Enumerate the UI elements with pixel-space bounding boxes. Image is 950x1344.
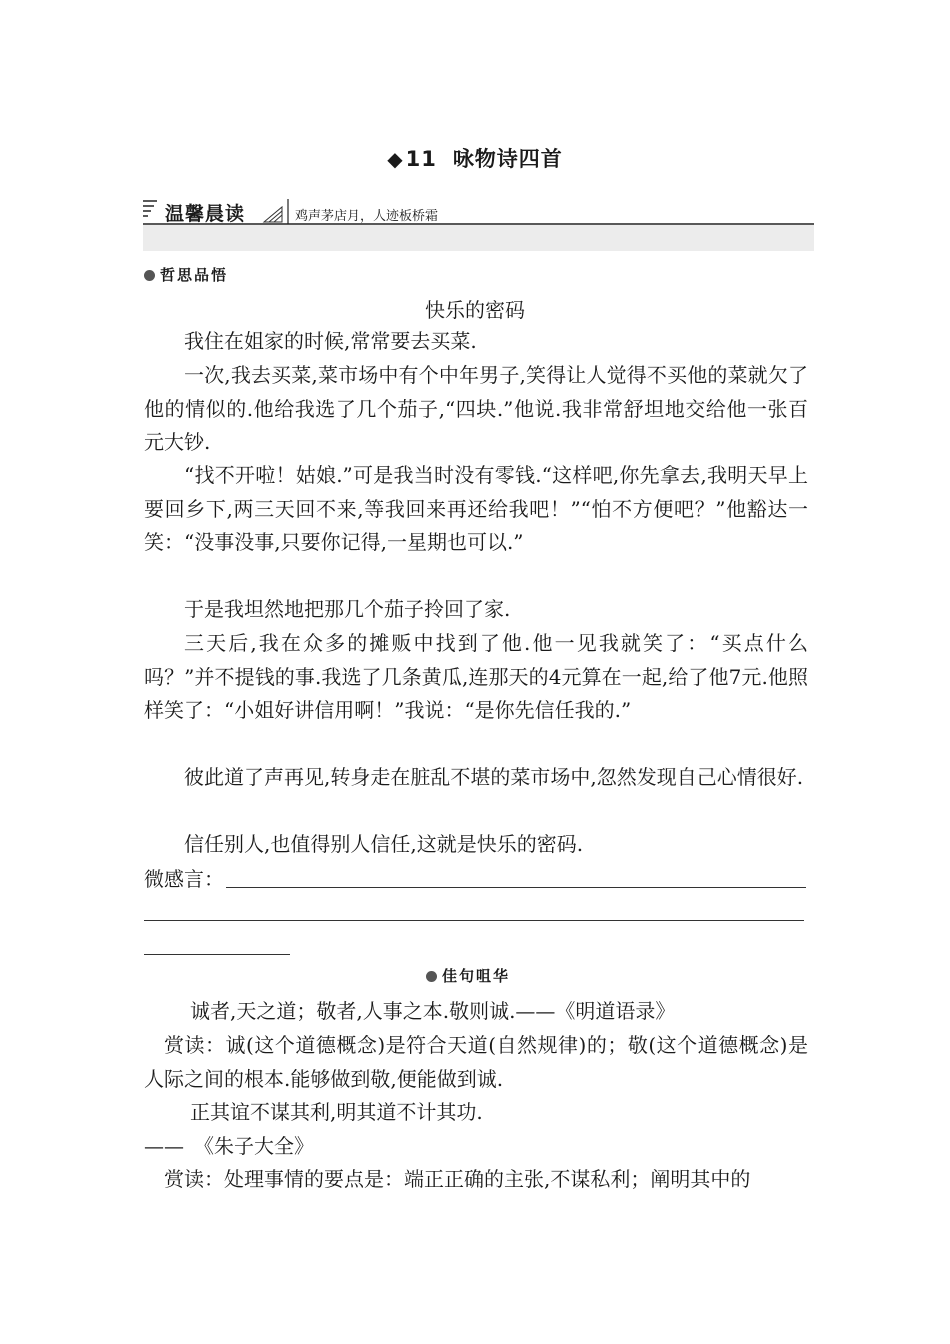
section-banner <box>143 197 814 253</box>
writing-line[interactable] <box>144 920 804 921</box>
story-paragraph: 于是我坦然地把那几个茄子拎回了家. <box>184 597 511 621</box>
quote-line: 诚者,天之道；敬者,人事之本.敬则诚.——《明道语录》 <box>190 999 676 1023</box>
quote-source: —— 《朱子大全》 <box>144 1134 314 1158</box>
bullet-icon <box>144 270 155 281</box>
lesson-number: 11 <box>405 147 437 171</box>
lesson-title <box>0 143 950 173</box>
appreciation-text: 赏读：处理事情的要点是：端正正确的主张,不谋私利；阐明其中的 <box>164 1167 751 1191</box>
section-heading-quotes: 佳句咀华 <box>426 965 510 986</box>
writing-line[interactable] <box>144 954 290 955</box>
story-paragraph: 一次,我去买菜,菜市场中有个中年男子,笑得让人觉得不买他的菜就欠了他的情似的.他给我选了几个茄子,“四块.”他说.我非常舒坦地交给他一张百元大钞. <box>144 363 808 454</box>
quote-line: 正其谊不谋其利,明其道不计其功. <box>190 1100 483 1124</box>
bullet-icon <box>426 971 437 982</box>
story-paragraph: 我住在姐家的时候,常常要去买菜. <box>184 329 477 353</box>
appreciation-text: 赏读：诚(这个道德概念)是符合天道(自然规律)的；敬(这个道德概念)是人际之间的根本.能够做到敬,便能做到诚. <box>144 1033 808 1091</box>
story-paragraph: 信任别人,也值得别人信任,这就是快乐的密码. <box>184 832 584 856</box>
section-heading-philosophy: 哲思品悟 <box>144 264 228 285</box>
story-paragraph: 彼此道了声再见,转身走在脏乱不堪的菜市场中,忽然发现自己心情很好. <box>184 765 804 789</box>
banner-tab-label: 温馨晨读 <box>165 203 246 225</box>
story-paragraph: “找不开啦！姑娘.”可是我当时没有零钱.“这样吧,你先拿去,我明天早上要回乡下,两三天回不来,等我回来再还给我吧！”“怕不方便吧？”他豁达一笑：“没事没事,只要你记得,一星期也可以.” <box>144 463 808 554</box>
writing-line[interactable] <box>226 887 806 888</box>
lesson-title-text: 咏物诗四首 <box>452 147 563 171</box>
story-title: 快乐的密码 <box>425 298 525 322</box>
diamond-icon: ◆ <box>387 147 404 171</box>
banner-shade <box>143 225 814 251</box>
feeling-label: 微感言： <box>144 867 224 891</box>
story-paragraph: 三天后,我在众多的摊贩中找到了他.他一见我就笑了：“买点什么吗？”并不提钱的事.我选了几条黄瓜,连那天的4元算在一起,给了他7元.他照样笑了：“小姐好讲信用啊！”我说：“是你先信任我的.” <box>144 631 808 722</box>
banner-subtitle: 鸡声茅店月，人迹板桥霜 <box>295 209 439 224</box>
